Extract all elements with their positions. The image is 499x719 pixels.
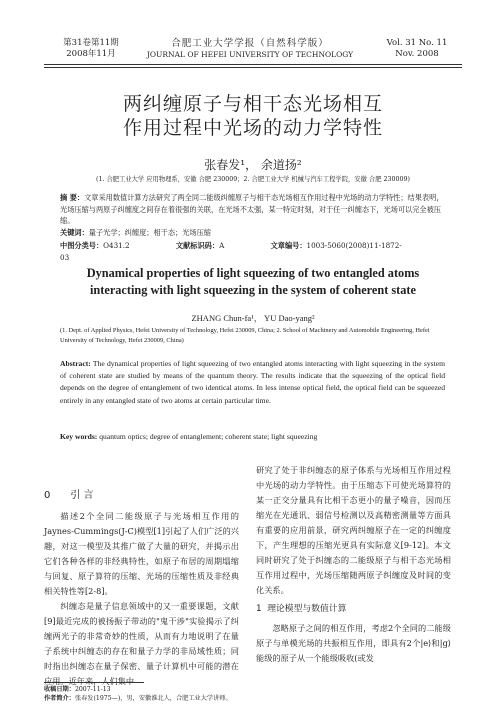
header-date-en: Nov. 2008	[395, 49, 439, 59]
title-en-line2: interacting with light squeezing in the system of coherent state	[90, 283, 416, 297]
class-value: O431.2	[103, 241, 130, 250]
doc-code	[176, 241, 246, 250]
header-vol-en: Vol. 31 No. 11	[386, 38, 448, 48]
article-number-value: 1003-5060(2008)11-1872-03	[60, 241, 402, 262]
header-journal	[140, 38, 360, 60]
intro-paragraph-2: 纠缠态是量子信息领域中的又一重要课题，文献[9]最近完成的被扬振子带动的"鬼干涉"实验揭示了纠缠两光子的非常奇妙的性质，从而有力地说明了在量子系统中纠缠态的存在和量子力学的非局域性质；同时指出纠缠态在量子保密、量子计算机中可能的潜在应用。近年来，人们集中	[44, 601, 239, 686]
header-vol-cn: 第31卷第11期	[63, 38, 119, 48]
section-0-heading	[44, 488, 239, 503]
received-label: 收稿日期：	[44, 686, 75, 693]
keywords-en-label: Key words:	[60, 432, 98, 441]
affiliation-en: (1. Dept. of Applied Physics, Hefei University of Technology, Hefei 230009, China; 2. School of Machinery and Automobile Engineering, Hefei University of Technology, Hefei 230009, China)	[60, 327, 430, 344]
title-en-line1: Dynamical properties of light squeezing of two entangled atoms	[86, 266, 420, 280]
journal-name-en: JOURNAL OF HEFEI UNIVERSITY OF TECHNOLOGY	[146, 50, 354, 59]
abstract-cn-label: 摘 要：	[60, 193, 85, 202]
received-date: 2007-11-13	[74, 686, 111, 693]
abstract-cn-text: 文章采用数值计算方法研究了两全同二能级纠缠原子与相干态光场相互作用过程中光场的动力学特性；结果表明，光场压缩与两原子纠缠度之间存在着很强的关联，在光场不太强，某一特定时刻，对于任一纠缠态下，光场可以完全被压缩。	[60, 193, 444, 225]
header-volume-cn	[46, 38, 136, 60]
author-bio: 张春发(1975—)，男，安徽淮北人，合肥工业大学讲师。	[74, 695, 232, 702]
section-1-number: 1	[256, 604, 262, 614]
footnote-rule	[44, 682, 144, 683]
header-date-cn: 2008年11月	[66, 49, 116, 59]
body-column-right	[256, 463, 451, 666]
authors-en: ZHANG Chun-fa¹， YU Dao-yang²	[191, 313, 315, 323]
author-bio-label: 作者简介：	[44, 695, 75, 702]
journal-name-cn: 合肥工业大学学报（自然科学版）	[171, 38, 329, 49]
abstract-en	[60, 358, 445, 407]
header-volume-en	[372, 38, 462, 60]
header-rule-thin	[44, 67, 462, 68]
article-number-label: 文章编号：	[270, 241, 307, 250]
footnote-received	[44, 685, 344, 694]
intro-paragraph-1: 描述2个全同二能级原子与光场相互作用的Jaynes-Cummings(J-C)模型[1]引起了人们广泛的兴趣，对这一模型及其推广做了大量的研究，并揭示出它们各种各样的非经典特性，如原子布居的周期塌缩与回复、原子算符的压缩、光场的压缩性质及非经典相关特性等[2-8]。	[44, 511, 239, 596]
abstract-en-label: Abstract:	[60, 359, 91, 368]
title-cn-line2: 作用过程中光场的动力学特性	[122, 117, 383, 139]
paper-title-en	[44, 265, 462, 299]
keywords-en-text: quantum optics; degree of entanglement; coherent state; light squeezing	[99, 432, 318, 441]
title-cn-line1: 两纠缠原子与相干态光场相互	[122, 93, 383, 115]
model-paragraph-1: 忽略原子之间的相互作用，考虑2个全同的二能级原子与单模光场的共振相互作用，即具有2个|e⟩和|g⟩能级的原子从一个能级吸收(或发	[256, 623, 451, 663]
authors-cn: 张春发¹， 余道扬²	[204, 158, 302, 172]
keywords-cn	[60, 227, 445, 239]
keywords-cn-label: 关键词：	[60, 228, 89, 237]
section-1-title: 理论模型与数值计算	[267, 604, 347, 614]
classification-row	[60, 240, 445, 263]
class-number	[60, 241, 152, 250]
header-rule	[44, 64, 462, 65]
doc-code-label: 文献标识码：	[175, 241, 220, 250]
abstract-en-text: The dynamical properties of light squeezing of two entangled atoms interacting with light squeezing in the system of coherent state are studied by means of the quantum theory. The results indicate that the squeezing of the optical field depends on the degree of entanglement of two identical atoms. In less intense optical field, the optical field can be squeezed entirely in any entangled state of two atoms at certain particular time.	[60, 359, 445, 405]
class-label: 中图分类号：	[60, 241, 104, 250]
intro-paragraph-3: 研究了处于非纠缠态的原子体系与光场相互作用过程中光场的动力学特性。由于压缩态下可使光场算符的某一正交分量具有比相干态更小的量子噪音，因而压缩光在光通讯、弱信号检测以及高精密测量等方面具有重要的应用前景，研究两纠缠原子在一定的纠缠度下，产生理想的压缩光更具有实际意义[9-12]。本文同时研究了处于纠缠态的二能级原子与相干态光场相互作用过程中，光场压缩随两原子纠缠度及时间的变化关系。	[256, 465, 451, 595]
section-1-heading	[256, 602, 451, 617]
keywords-cn-text: 量子光学；纠缠度；相干态；光场压缩	[88, 228, 211, 237]
section-0-title: 引 言	[70, 490, 94, 501]
footnote-author	[44, 694, 344, 703]
doc-code-value: A	[219, 241, 225, 250]
keywords-en	[60, 432, 445, 441]
abstract-cn	[60, 192, 445, 227]
paper-title-cn	[44, 92, 462, 140]
affiliation-cn: (1. 合肥工业大学 应用物理系，安徽 合肥 230009；2. 合肥工业大学 机械与汽车工程学院，安徽 合肥 230009)	[95, 176, 410, 183]
section-0-number: 0	[44, 490, 51, 501]
body-column-left	[44, 488, 239, 689]
